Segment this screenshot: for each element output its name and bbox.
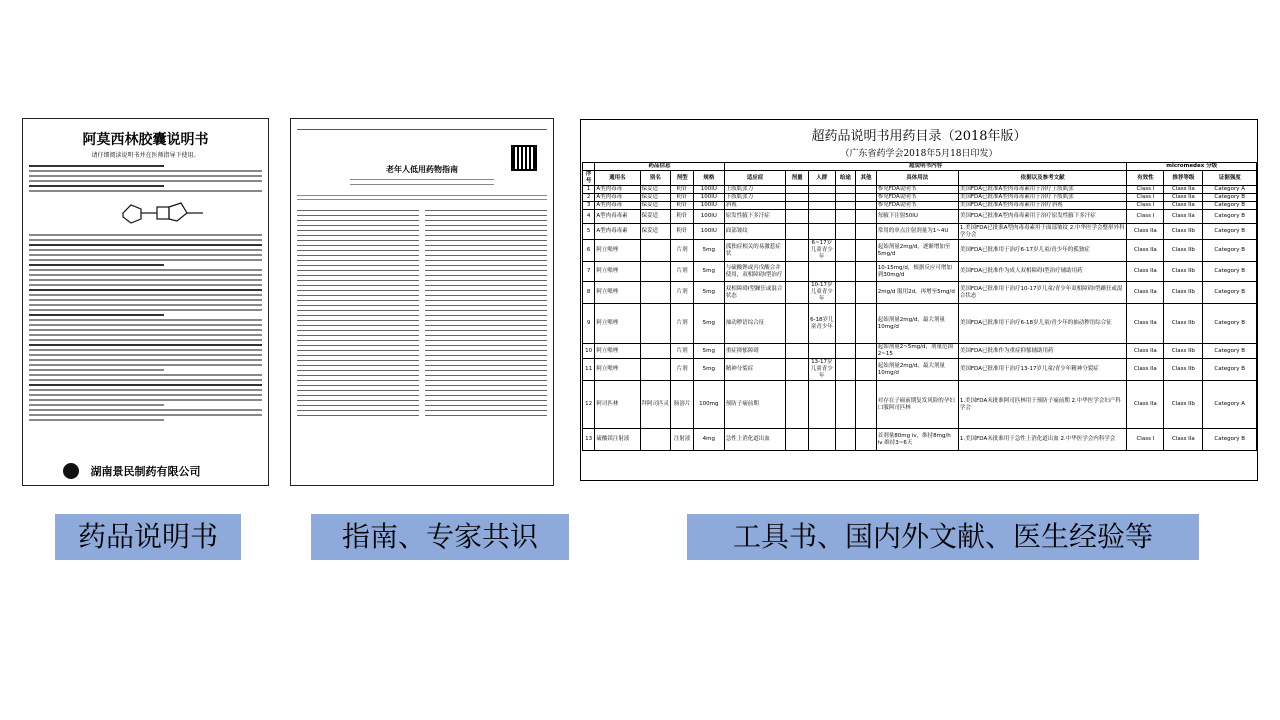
table-cell: 粉针 xyxy=(671,210,694,224)
table-cell: 起始剂量2~5mg/d，剂量范围2~15 xyxy=(876,344,958,359)
group-header: 超说明书内容 xyxy=(724,163,1127,171)
table-cell: Class IIa xyxy=(1127,304,1164,344)
table-cell xyxy=(640,262,671,282)
table-cell: 起始剂量2mg/d，最大剂量10mg/d xyxy=(876,359,958,381)
table-cell: Category B xyxy=(1203,359,1257,381)
table-cell xyxy=(640,359,671,381)
table-cell xyxy=(835,429,856,451)
table-cell: 与硫酸锂或丙戊酸合并使用，双相障碍I型治疗 xyxy=(724,262,786,282)
column-header: 其他 xyxy=(856,171,877,186)
table-cell: 1.美国FDA未批准用于急性上消化道出血 2.中华医学会内科学会 xyxy=(958,429,1127,451)
table-cell xyxy=(835,381,856,429)
table-cell: 起始剂量2mg/d，逐渐增加至5mg/d xyxy=(876,240,958,262)
table-cell xyxy=(835,282,856,304)
table-cell xyxy=(835,224,856,240)
column-header: 剂型 xyxy=(671,171,694,186)
table-cell: 精神分裂症 xyxy=(724,359,786,381)
table-cell xyxy=(835,210,856,224)
table-cell: 美国FDA已批准用于治疗10-17岁儿童/青少年双相障碍I型躁狂或混合状态 xyxy=(958,282,1127,304)
table-cell: 阿司匹林 xyxy=(595,381,640,429)
table-cell: Class IIb xyxy=(1164,381,1203,429)
table-cell: Category B xyxy=(1203,202,1257,210)
table-cell xyxy=(808,224,835,240)
table-cell: 5 xyxy=(583,224,595,240)
table-cell: Class IIa xyxy=(1127,381,1164,429)
table-cell: Class IIb xyxy=(1164,344,1203,359)
table-cell: Class I xyxy=(1127,429,1164,451)
table-cell: Class IIa xyxy=(1127,359,1164,381)
table-cell: Category B xyxy=(1203,240,1257,262)
table-cell xyxy=(786,282,809,304)
table-cell: Class I xyxy=(1127,210,1164,224)
table-row xyxy=(583,429,1257,451)
column-header: 规格 xyxy=(693,171,724,186)
table-cell: Category B xyxy=(1203,429,1257,451)
column-header: 别名 xyxy=(640,171,671,186)
table-cell: Class IIb xyxy=(1164,224,1203,240)
table-cell xyxy=(786,202,809,210)
caption-drug-leaflet: 药品说明书 xyxy=(55,514,241,560)
table-cell xyxy=(808,344,835,359)
table-row xyxy=(583,202,1257,210)
table-cell xyxy=(856,262,877,282)
guideline-document-image xyxy=(290,118,554,486)
caption-references: 工具书、国内外文献、医生经验等 xyxy=(687,514,1199,560)
table-cell xyxy=(786,304,809,344)
table-cell: 5mg xyxy=(693,262,724,282)
table-cell: Class IIa xyxy=(1164,429,1203,451)
table-cell xyxy=(856,282,877,304)
table-cell: 5mg xyxy=(693,344,724,359)
table-cell: 首剂量80mg iv，维持8mg/h iv 维持3~6天 xyxy=(876,429,958,451)
table-row xyxy=(583,186,1257,194)
table-cell: 9 xyxy=(583,304,595,344)
table-cell xyxy=(856,186,877,194)
table-cell: 100IU xyxy=(693,202,724,210)
table-row xyxy=(583,282,1257,304)
table-cell: Class IIa xyxy=(1127,224,1164,240)
table-row xyxy=(583,210,1257,224)
table-cell: Category B xyxy=(1203,194,1257,202)
table-cell: A型肉毒毒 xyxy=(595,186,640,194)
table-cell: 片剂 xyxy=(671,304,694,344)
table-cell: 片剂 xyxy=(671,359,694,381)
table-row xyxy=(583,240,1257,262)
table-header-row xyxy=(583,171,1257,186)
table-cell: 预防子痫前期 xyxy=(724,381,786,429)
table-cell: 阿立哌唑 xyxy=(595,282,640,304)
table-cell: 阿立哌唑 xyxy=(595,359,640,381)
table-cell: Class IIb xyxy=(1164,262,1203,282)
table-cell xyxy=(835,344,856,359)
table-cell xyxy=(786,194,809,202)
table-cell: Category B xyxy=(1203,304,1257,344)
table-group-header-row xyxy=(583,163,1257,171)
table-cell: 5mg xyxy=(693,359,724,381)
table-cell: 1.美国FDA已批准A型肉毒毒素用于面部皱纹 2.中华医学会整形外科学分会 xyxy=(958,224,1127,240)
table-cell: 注射液 xyxy=(671,429,694,451)
guideline-title: 老年人低用药物指南 xyxy=(386,165,458,174)
table-cell: 粉针 xyxy=(671,186,694,194)
table-cell: 5mg xyxy=(693,304,724,344)
column-header: 具体用法 xyxy=(876,171,958,186)
table-cell: 5mg xyxy=(693,282,724,304)
table-cell: 双相障碍I型躁狂或混合状态 xyxy=(724,282,786,304)
table-cell: 8 xyxy=(583,282,595,304)
table-cell: 粉针 xyxy=(671,202,694,210)
table-cell: 13 xyxy=(583,429,595,451)
table-cell: Class IIa xyxy=(1127,262,1164,282)
table-cell xyxy=(640,304,671,344)
table-cell xyxy=(835,202,856,210)
table-cell xyxy=(856,210,877,224)
molecule-structure-icon xyxy=(113,199,213,227)
table-cell xyxy=(640,240,671,262)
table-cell: Class IIa xyxy=(1127,240,1164,262)
table-cell xyxy=(856,429,877,451)
table-cell: 片剂 xyxy=(671,344,694,359)
table-cell xyxy=(835,240,856,262)
table-cell: 美国FDA已批准A型肉毒毒素用于治疗原发性腋下多汗症 xyxy=(958,210,1127,224)
table-row xyxy=(583,359,1257,381)
table-cell: Class I xyxy=(1127,202,1164,210)
table-cell: Category B xyxy=(1203,344,1257,359)
table-cell xyxy=(835,186,856,194)
table-cell: Category B xyxy=(1203,210,1257,224)
table-cell: 保妥适 xyxy=(640,202,671,210)
table-cell xyxy=(856,240,877,262)
table-cell: 10-15mg/d，根据反应可增加到30mg/d xyxy=(876,262,958,282)
table-cell: 片剂 xyxy=(671,240,694,262)
table-cell: 6 xyxy=(583,240,595,262)
table-cell: A型肉毒毒素 xyxy=(595,210,640,224)
table-cell xyxy=(786,262,809,282)
table-cell: Class IIa xyxy=(1164,186,1203,194)
table-cell: 片剂 xyxy=(671,262,694,282)
table-title: 超药品说明书用药目录（2018年版） xyxy=(811,129,1027,144)
table-cell: 4 xyxy=(583,210,595,224)
table-cell: 11 xyxy=(583,359,595,381)
table-cell: 2mg/d 服用2d，再增至5mg/d xyxy=(876,282,958,304)
table-cell xyxy=(786,359,809,381)
table-cell: 拜阿司匹灵 xyxy=(640,381,671,429)
table-cell: 100IU xyxy=(693,224,724,240)
drug-catalog-table-image xyxy=(580,119,1258,481)
table-cell xyxy=(808,429,835,451)
table-cell: Class IIb xyxy=(1164,240,1203,262)
table-cell: 参见FDA说明书 xyxy=(876,194,958,202)
table-row xyxy=(583,381,1257,429)
table-cell: Class IIb xyxy=(1164,304,1203,344)
table-cell: 硫酸镁注射液 xyxy=(595,429,640,451)
table-cell: 粉针 xyxy=(671,224,694,240)
table-cell xyxy=(808,194,835,202)
table-cell: Class IIb xyxy=(1164,359,1203,381)
table-cell xyxy=(786,381,809,429)
table-cell: 美国FDA已批准用于治疗6-17岁儿童/青少年的孤独症 xyxy=(958,240,1127,262)
table-cell xyxy=(786,240,809,262)
group-header: micromedex 分级 xyxy=(1127,163,1257,171)
table-cell: Class I xyxy=(1127,186,1164,194)
table-cell: 阿立哌唑 xyxy=(595,304,640,344)
table-cell: Category A xyxy=(1203,186,1257,194)
table-cell xyxy=(856,359,877,381)
table-cell xyxy=(835,359,856,381)
table-cell: Category B xyxy=(1203,282,1257,304)
table-cell: Class I xyxy=(1127,194,1164,202)
column-header: 通用名 xyxy=(595,171,640,186)
column-header: 依据以及参考文献 xyxy=(958,171,1127,186)
table-cell: 6~17岁儿童青少年 xyxy=(808,240,835,262)
table-cell: 阿立哌唑 xyxy=(595,262,640,282)
leaflet-subtitle: 请仔细阅读说明书并在医师指导下使用。 xyxy=(91,152,200,159)
table-cell: 阿立哌唑 xyxy=(595,240,640,262)
offlabel-table xyxy=(582,162,1257,451)
table-cell xyxy=(640,282,671,304)
table-cell xyxy=(856,344,877,359)
column-header: 剂量 xyxy=(786,171,809,186)
table-row xyxy=(583,304,1257,344)
table-cell: 片剂 xyxy=(671,282,694,304)
table-cell: Category B xyxy=(1203,224,1257,240)
table-cell: 4mg xyxy=(693,429,724,451)
table-cell: 对存在子痫前期复发风险的孕妇口服阿司匹林 xyxy=(876,381,958,429)
table-cell xyxy=(808,202,835,210)
table-cell: 起始剂量2mg/d，最大剂量10mg/d xyxy=(876,304,958,344)
table-cell: 1.美国FDA未批准阿司匹林用于预防子痫前期 2.中华医学会妇产科学会 xyxy=(958,381,1127,429)
column-header: 证据强度 xyxy=(1203,171,1257,186)
table-cell: 保妥适 xyxy=(640,210,671,224)
table-cell: 常用的单点注射剂量为1~4U xyxy=(876,224,958,240)
table-cell: 面部皱纹 xyxy=(724,224,786,240)
table-cell: A型肉毒毒 xyxy=(595,194,640,202)
table-cell: 原发性腋下多汗症 xyxy=(724,210,786,224)
table-cell: Class IIa xyxy=(1164,202,1203,210)
table-cell: 每腋下注射50IU xyxy=(876,210,958,224)
table-cell xyxy=(856,202,877,210)
table-cell xyxy=(835,304,856,344)
table-cell: 保妥适 xyxy=(640,194,671,202)
table-cell: 上肢肌张力 xyxy=(724,186,786,194)
table-cell: 阿立哌唑 xyxy=(595,344,640,359)
table-row xyxy=(583,262,1257,282)
table-cell: A型肉毒毒素 xyxy=(595,224,640,240)
table-cell: Class IIa xyxy=(1127,344,1164,359)
table-cell: 13-17岁儿童青少年 xyxy=(808,359,835,381)
leaflet-title: 阿莫西林胶囊说明书 xyxy=(82,132,209,148)
table-cell: 美国FDA已批准用于治疗13-17岁儿童/青少年精神分裂症 xyxy=(958,359,1127,381)
table-cell: 肠溶片 xyxy=(671,381,694,429)
caption-guidelines: 指南、专家共识 xyxy=(311,514,569,560)
table-cell: 斜视 xyxy=(724,202,786,210)
table-cell: Class IIa xyxy=(1164,194,1203,202)
column-header: 适应症 xyxy=(724,171,786,186)
table-cell: 美国FDA已批准A型肉毒毒素用于治疗上肢肌张 xyxy=(958,186,1127,194)
table-cell xyxy=(856,224,877,240)
table-cell: 美国FDA已批准作为重症抑郁辅助用药 xyxy=(958,344,1127,359)
table-cell: 美国FDA已批准A型肉毒毒素用于治疗下肢肌张 xyxy=(958,194,1127,202)
table-cell xyxy=(808,186,835,194)
table-cell: 保妥适 xyxy=(640,224,671,240)
table-cell: 2 xyxy=(583,194,595,202)
table-cell: 下肢肌张力 xyxy=(724,194,786,202)
table-cell xyxy=(640,429,671,451)
table-cell xyxy=(835,194,856,202)
table-cell xyxy=(808,210,835,224)
table-row xyxy=(583,194,1257,202)
table-cell: 100IU xyxy=(693,186,724,194)
table-cell: 6-18岁儿童青少年 xyxy=(808,304,835,344)
table-cell: Category B xyxy=(1203,262,1257,282)
table-cell xyxy=(786,224,809,240)
group-header: 药品信息 xyxy=(595,163,724,171)
table-cell xyxy=(640,344,671,359)
table-cell xyxy=(786,210,809,224)
table-cell: 10-17岁儿童青少年 xyxy=(808,282,835,304)
column-header: 人群 xyxy=(808,171,835,186)
table-cell: 抽动秽语综合征 xyxy=(724,304,786,344)
table-cell xyxy=(856,381,877,429)
table-cell xyxy=(856,304,877,344)
table-cell: A型肉毒毒 xyxy=(595,202,640,210)
table-cell: 100mg xyxy=(693,381,724,429)
table-cell: 保妥适 xyxy=(640,186,671,194)
table-cell: 美国FDA已批准用于治疗6-18岁儿童/青少年的抽动秽语综合征 xyxy=(958,304,1127,344)
table-cell: 10 xyxy=(583,344,595,359)
table-cell xyxy=(808,262,835,282)
table-cell xyxy=(835,262,856,282)
column-header: 有效性 xyxy=(1127,171,1164,186)
table-cell: 参见FDA说明书 xyxy=(876,202,958,210)
table-cell: 孤独症相关的易激惹症状 xyxy=(724,240,786,262)
qr-code-icon xyxy=(511,145,537,171)
table-cell: 100IU xyxy=(693,194,724,202)
table-cell: 粉针 xyxy=(671,194,694,202)
table-cell: 重症抑郁障碍 xyxy=(724,344,786,359)
column-header: 推荐等级 xyxy=(1164,171,1203,186)
table-cell: 12 xyxy=(583,381,595,429)
table-cell xyxy=(786,429,809,451)
table-cell: Class IIa xyxy=(1164,210,1203,224)
table-cell: Class IIa xyxy=(1127,282,1164,304)
table-subtitle: （广东省药学会2018年5月18日印发） xyxy=(840,149,998,159)
table-row xyxy=(583,224,1257,240)
table-cell: Category A xyxy=(1203,381,1257,429)
table-cell: Class IIb xyxy=(1164,282,1203,304)
table-cell: 5mg xyxy=(693,240,724,262)
table-cell xyxy=(786,344,809,359)
table-cell xyxy=(856,194,877,202)
table-cell: 美国FDA已批准作为成人双相障碍I型治疗辅助用药 xyxy=(958,262,1127,282)
column-header: 给途 xyxy=(835,171,856,186)
table-row xyxy=(583,344,1257,359)
drug-leaflet-image xyxy=(22,118,269,486)
company-name: 湖南景民制药有限公司 xyxy=(90,465,201,478)
table-cell: 7 xyxy=(583,262,595,282)
table-cell xyxy=(808,381,835,429)
column-header: 序号 xyxy=(583,171,595,186)
table-cell: 1 xyxy=(583,186,595,194)
table-cell: 急性上消化道出血 xyxy=(724,429,786,451)
table-cell: 美国FDA已批准A型肉毒毒素用于治疗斜视 xyxy=(958,202,1127,210)
table-cell: 参见FDA说明书 xyxy=(876,186,958,194)
table-cell: 100IU xyxy=(693,210,724,224)
table-cell: 3 xyxy=(583,202,595,210)
table-cell xyxy=(786,186,809,194)
